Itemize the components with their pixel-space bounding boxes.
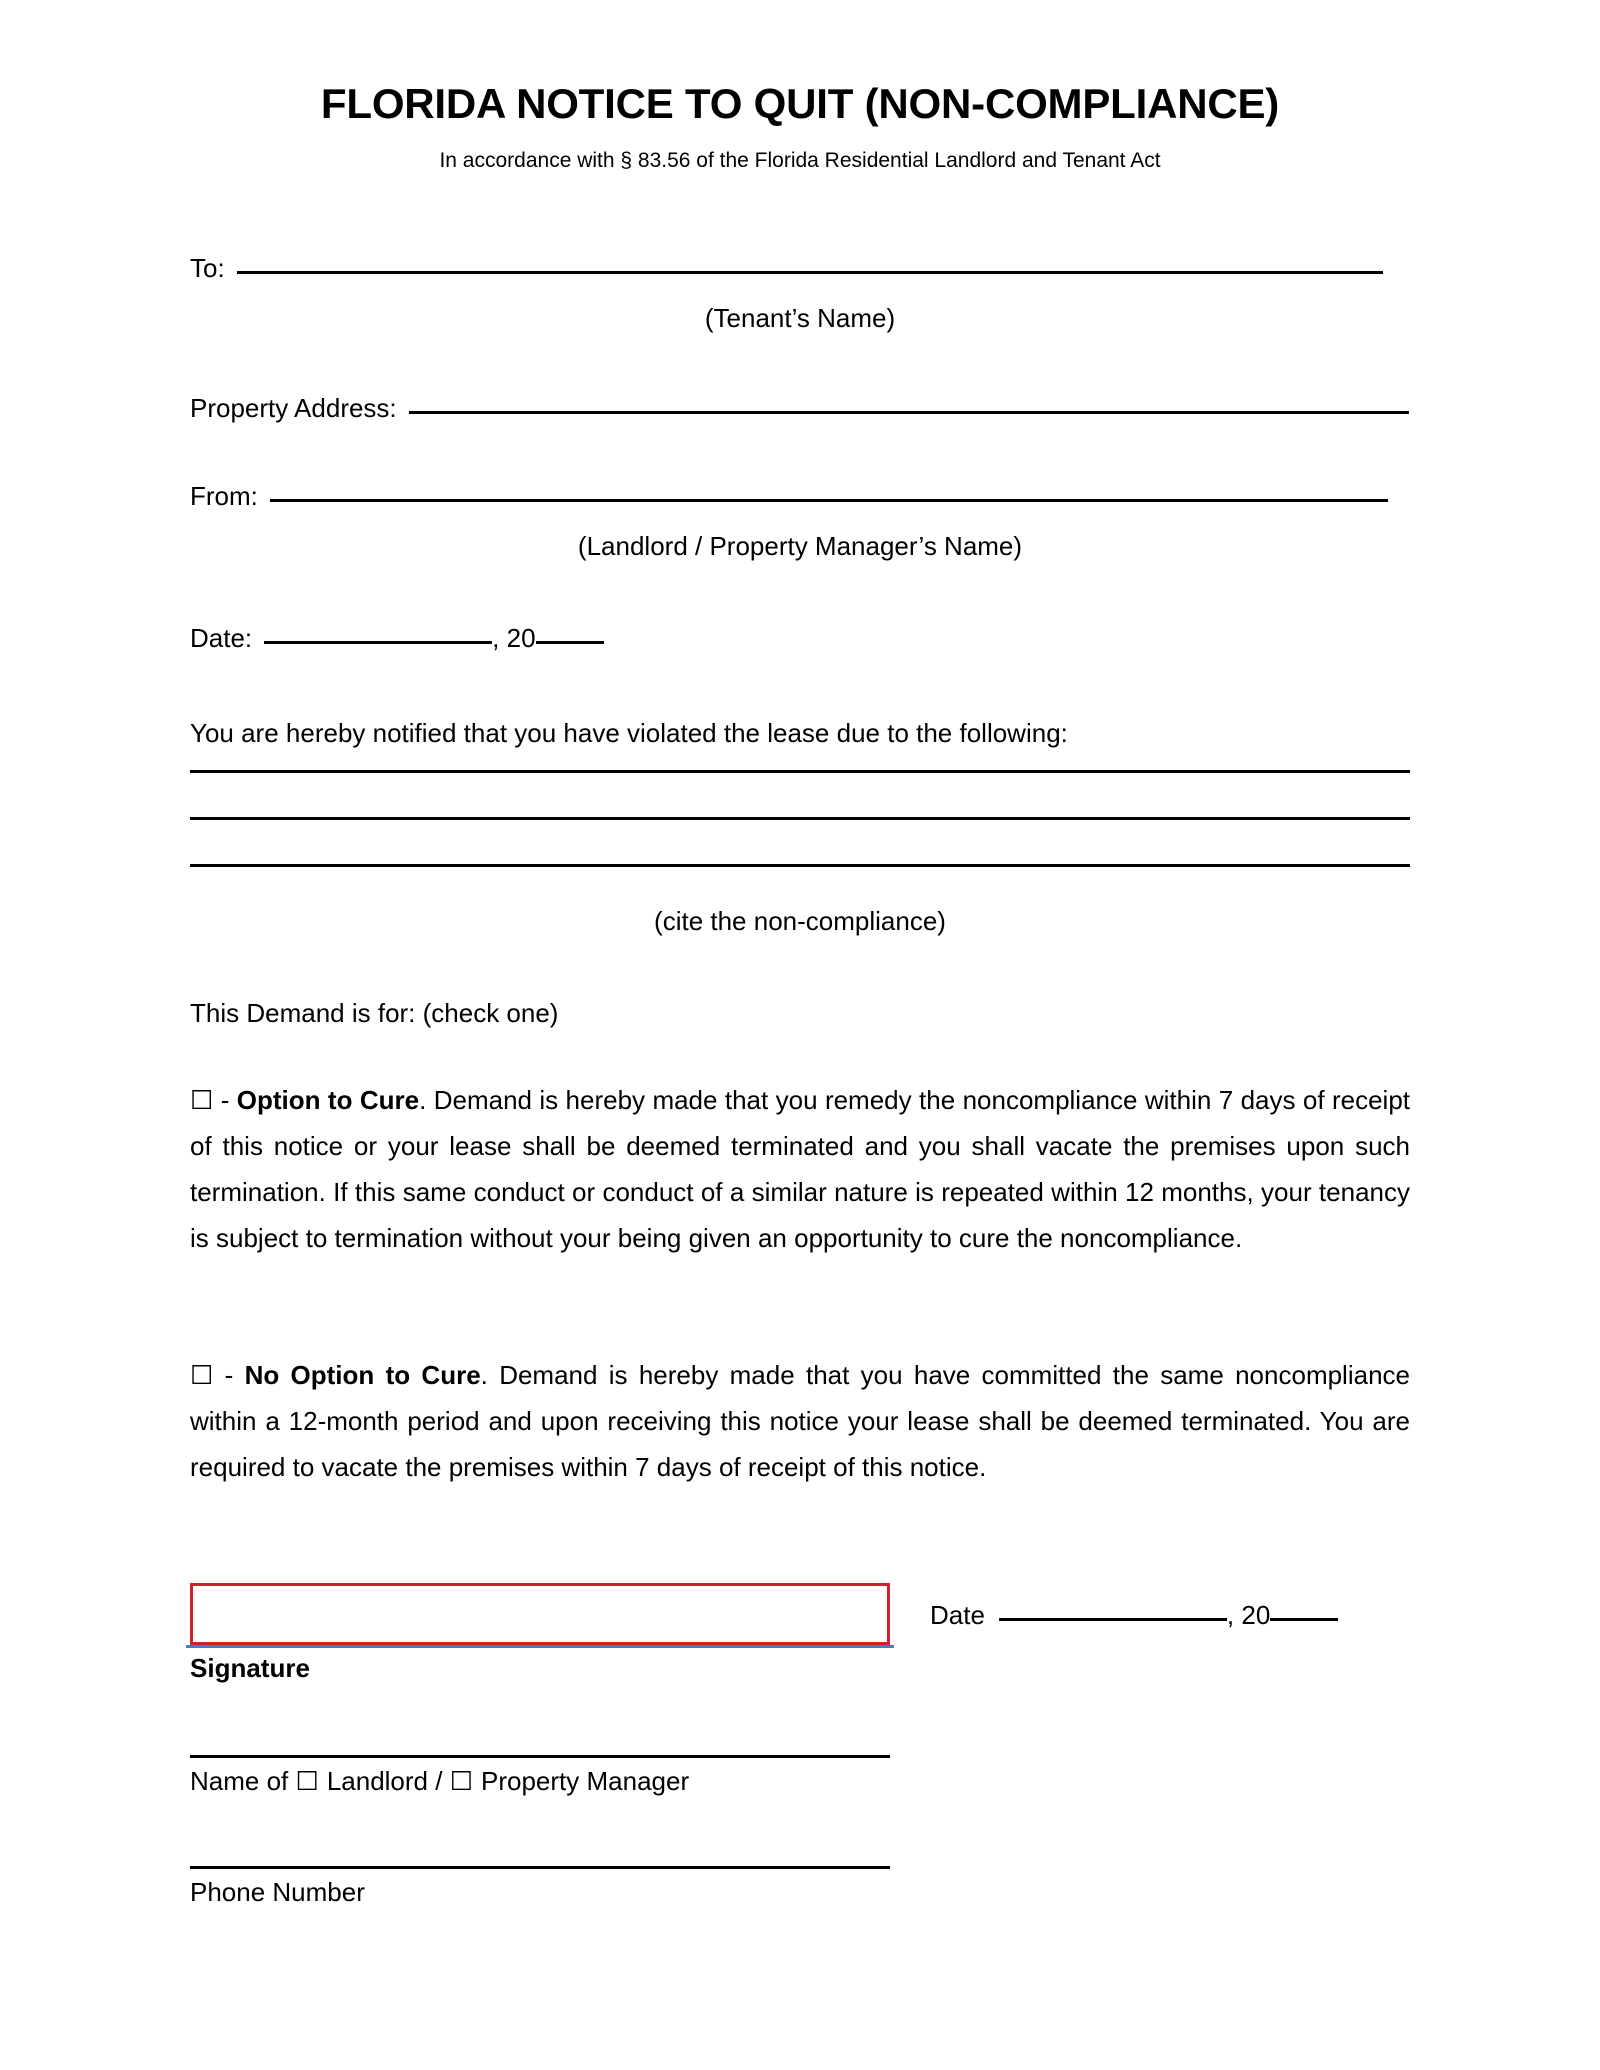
property-manager-option-label: Property Manager <box>481 1766 690 1796</box>
no-option-to-cure-heading: No Option to Cure <box>244 1360 481 1390</box>
no-option-to-cure-paragraph <box>190 1352 1410 1490</box>
property-address-row <box>190 395 1410 421</box>
landlord-checkbox[interactable]: ☐ <box>295 1766 319 1796</box>
tenant-name-row <box>190 255 1410 281</box>
phone-label: Phone Number <box>190 1877 365 1907</box>
name-input[interactable] <box>190 1755 890 1758</box>
violation-line-2[interactable] <box>190 817 1410 820</box>
property-manager-checkbox[interactable]: ☐ <box>449 1766 473 1796</box>
date-year-prefix: , 20 <box>492 623 536 653</box>
name-label-row <box>190 1768 1090 1794</box>
signature-input[interactable] <box>190 1583 890 1645</box>
page-subtitle: In accordance with § 83.56 of the Florida Residential Landlord and Tenant Act <box>439 149 1161 173</box>
option-to-cure-checkbox[interactable]: ☐ <box>190 1085 214 1115</box>
property-address-label: Property Address: <box>190 393 397 423</box>
landlord-name-caption: (Landlord / Property Manager’s Name) <box>577 531 1023 561</box>
property-address-input[interactable] <box>409 411 1409 414</box>
option-to-cure-paragraph <box>190 1077 1410 1261</box>
tenant-name-caption: (Tenant’s Name) <box>704 303 896 333</box>
violation-caption: (cite the non-compliance) <box>654 906 946 936</box>
violation-line-3[interactable] <box>190 864 1410 867</box>
to-label: To: <box>190 253 225 283</box>
no-option-to-cure-separator: - <box>213 1360 245 1390</box>
tenant-name-input[interactable] <box>237 271 1383 274</box>
landlord-option-label: Landlord <box>326 1766 429 1796</box>
violation-line-1[interactable] <box>190 770 1410 773</box>
demand-prompt: This Demand is for: (check one) <box>190 998 559 1028</box>
violation-lines-group <box>190 770 1410 911</box>
page-title: FLORIDA NOTICE TO QUIT (NON-COMPLIANCE) <box>320 80 1280 127</box>
violation-intro: You are hereby notified that you have violated the lease due to the following: <box>190 718 1068 748</box>
from-label: From: <box>190 481 258 511</box>
notice-date-year-input[interactable] <box>536 641 604 644</box>
option-to-cure-body: . Demand is hereby made that you remedy the noncompliance within 7 days of receipt of this notice or your lease shall be deemed terminated and you shall vacate the premises upon such termination. If this same conduct or conduct of a similar nature is repeated within 12 months, your tenancy is subject to termination without your being given an opportunity to cure the noncompliance. <box>190 1085 1410 1253</box>
signature-date-label: Date <box>930 1600 985 1630</box>
name-option-separator: / <box>428 1766 450 1796</box>
signature-date-row <box>930 1602 1410 1628</box>
signature-label: Signature <box>190 1653 310 1683</box>
date-label: Date: <box>190 623 253 653</box>
phone-input[interactable] <box>190 1866 890 1869</box>
signature-date-input[interactable] <box>999 1618 1227 1621</box>
landlord-name-row <box>190 483 1410 509</box>
option-to-cure-separator: - <box>213 1085 237 1115</box>
signature-date-year-prefix: , 20 <box>1226 1600 1271 1630</box>
notice-date-row <box>190 625 1410 651</box>
no-option-to-cure-body: . Demand is hereby made that you have committed the same noncompliance within a 12-month period and upon receiving this notice your lease shall be deemed terminated. You are required to vacate the premises within 7 days of receipt of this notice. <box>190 1360 1410 1482</box>
signature-date-year-input[interactable] <box>1270 1618 1338 1621</box>
name-label-prefix: Name of <box>190 1766 296 1796</box>
landlord-name-input[interactable] <box>270 499 1388 502</box>
signature-underline <box>186 1645 894 1648</box>
no-option-to-cure-checkbox[interactable]: ☐ <box>190 1360 214 1390</box>
notice-date-input[interactable] <box>264 641 492 644</box>
option-to-cure-heading: Option to Cure <box>236 1085 420 1115</box>
